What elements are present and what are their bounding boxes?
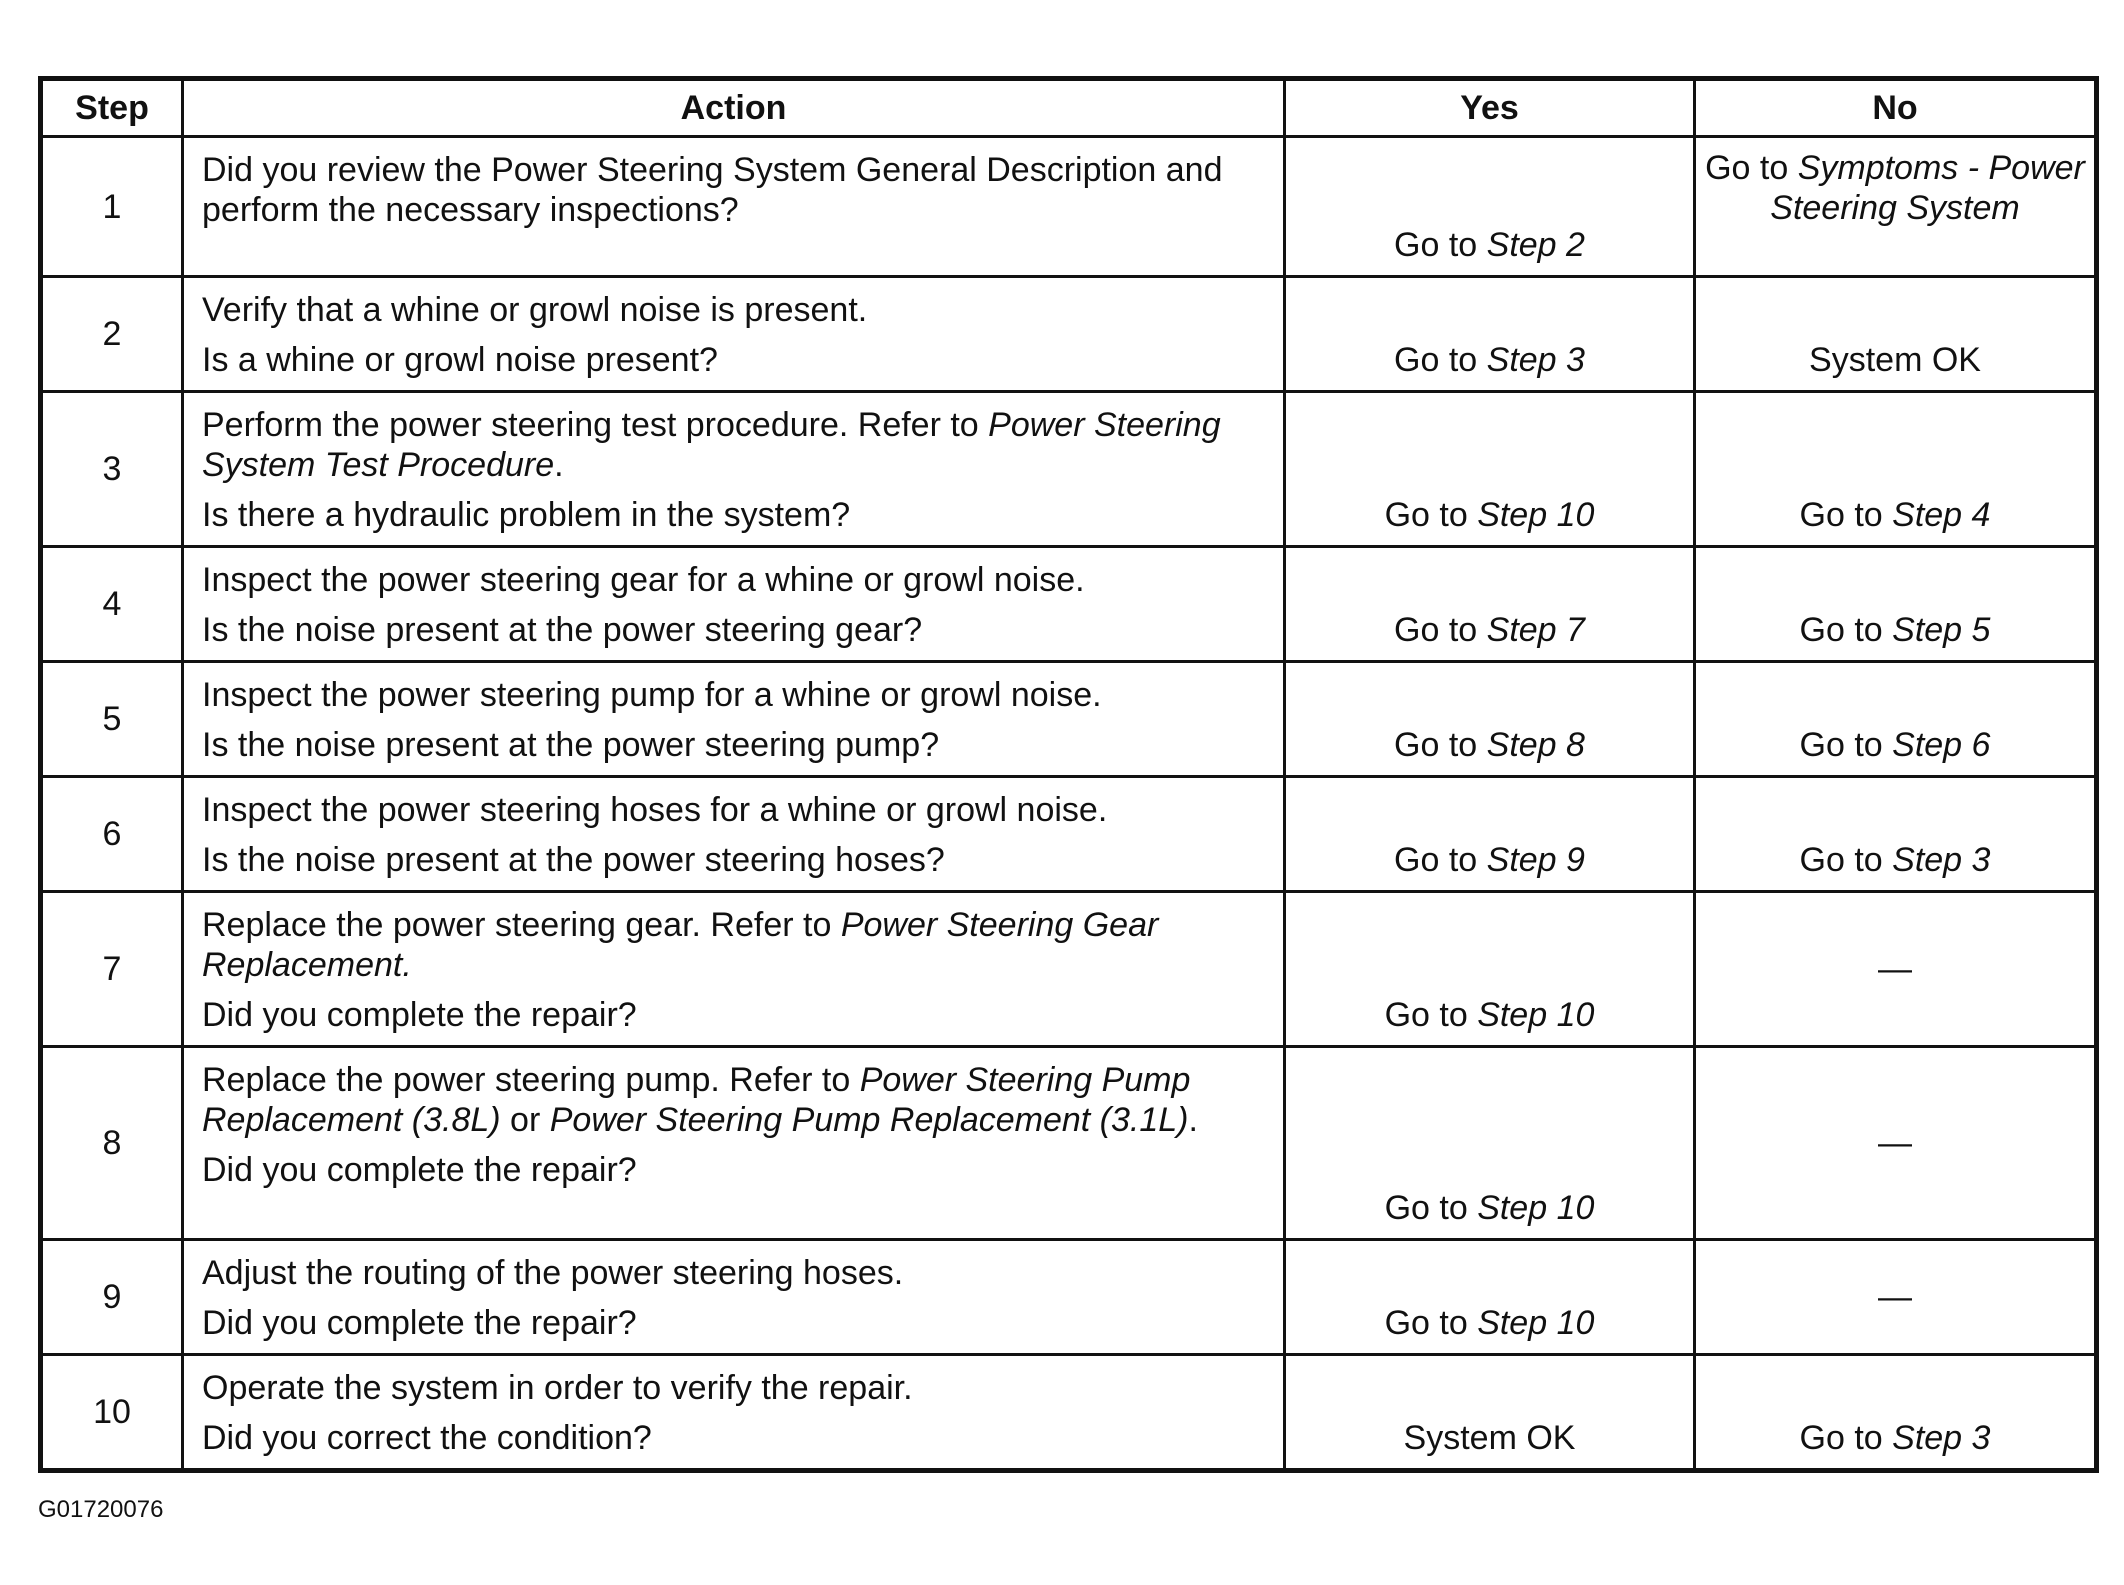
yes-prefix: Go to	[1394, 726, 1487, 764]
no-prefix: Go to	[1799, 1419, 1893, 1457]
action-statement	[202, 905, 1265, 985]
yes-cell	[1285, 892, 1695, 1047]
no-cell	[1695, 1047, 2097, 1240]
stmt-suffix: .	[1188, 1101, 1198, 1139]
header-row	[41, 79, 2097, 137]
action-cell	[183, 1240, 1285, 1355]
no-cell	[1695, 547, 2097, 662]
stmt-text: Perform the power steering test procedure. Refer to	[202, 406, 989, 444]
step-number: 4	[41, 547, 183, 662]
procedure-reference: Power Steering System Test Procedure	[202, 406, 1221, 484]
action-statement	[202, 1060, 1265, 1140]
action-statement: Inspect the power steering gear for a whine or growl noise.	[202, 561, 1085, 599]
action-statement: Did you review the Power Steering System General Description and perform the necessary inspections?	[202, 151, 1223, 229]
stmt-text: Replace the power steering pump. Refer to	[202, 1061, 860, 1099]
yes-prefix: Go to	[1384, 496, 1478, 534]
table-row	[41, 392, 2097, 547]
action-cell	[183, 137, 1285, 277]
action-cell	[183, 892, 1285, 1047]
action-question: Is there a hydraulic problem in the system?	[202, 496, 851, 534]
yes-cell	[1285, 277, 1695, 392]
procedure-reference: Power Steering Pump Replacement (3.8L)	[202, 1061, 1191, 1139]
table-row	[41, 1355, 2097, 1471]
yes-prefix: Go to	[1394, 341, 1487, 379]
diagnostic-table	[38, 76, 2099, 1473]
no-step-link: Step 3	[1892, 841, 1991, 879]
action-question: Is the noise present at the power steering pump?	[202, 726, 940, 764]
yes-cell	[1285, 392, 1695, 547]
yes-cell	[1285, 662, 1695, 777]
action-question: Did you complete the repair?	[202, 1304, 637, 1342]
step-number: 7	[41, 892, 183, 1047]
action-cell	[183, 547, 1285, 662]
yes-step-link: Step 10	[1477, 996, 1595, 1034]
no-cell	[1695, 892, 2097, 1047]
step-number: 1	[41, 137, 183, 277]
yes-step-link: Step 10	[1477, 496, 1595, 534]
header-yes: Yes	[1285, 79, 1695, 137]
no-step-link: Step 5	[1892, 611, 1991, 649]
stmt-text: Replace the power steering gear. Refer to	[202, 906, 841, 944]
no-dash: —	[1878, 1278, 1912, 1316]
action-statement: Adjust the routing of the power steering hoses.	[202, 1254, 904, 1292]
table-row	[41, 547, 2097, 662]
no-step-link: Step 4	[1892, 496, 1991, 534]
action-question: Is a whine or growl noise present?	[202, 341, 718, 379]
no-step-link: Step 3	[1892, 1419, 1991, 1457]
header-action: Action	[183, 79, 1285, 137]
yes-step-link: Step 9	[1486, 841, 1585, 879]
table-row	[41, 137, 2097, 277]
action-statement: Inspect the power steering pump for a whine or growl noise.	[202, 676, 1102, 714]
yes-prefix: Go to	[1394, 226, 1487, 264]
no-prefix: Go to	[1799, 611, 1893, 649]
stmt-suffix: .	[554, 446, 564, 484]
action-cell	[183, 277, 1285, 392]
action-question: Is the noise present at the power steering gear?	[202, 611, 923, 649]
no-prefix: Go to	[1705, 149, 1798, 187]
table-row	[41, 1240, 2097, 1355]
action-cell	[183, 1355, 1285, 1471]
yes-prefix: Go to	[1394, 611, 1487, 649]
action-statement	[202, 405, 1265, 485]
yes-cell	[1285, 1047, 1695, 1240]
step-number: 9	[41, 1240, 183, 1355]
action-cell	[183, 392, 1285, 547]
yes-step-link: Step 8	[1486, 726, 1585, 764]
yes-cell	[1285, 777, 1695, 892]
action-question: Did you complete the repair?	[202, 1151, 637, 1189]
action-statement: Verify that a whine or growl noise is present.	[202, 291, 868, 329]
no-cell	[1695, 1355, 2097, 1471]
no-prefix: Go to	[1799, 726, 1893, 764]
no-cell	[1695, 662, 2097, 777]
procedure-reference-alt: Power Steering Pump Replacement (3.1L)	[549, 1101, 1189, 1139]
action-statement: Inspect the power steering hoses for a whine or growl noise.	[202, 791, 1108, 829]
table-row	[41, 1047, 2097, 1240]
no-symptoms-link: Symptoms - Power Steering System	[1770, 149, 2085, 227]
yes-step-link: Step 10	[1477, 1304, 1595, 1342]
action-question: Is the noise present at the power steering hoses?	[202, 841, 945, 879]
yes-cell	[1285, 547, 1695, 662]
yes-prefix: Go to	[1384, 996, 1478, 1034]
yes-step-link: Step 2	[1486, 226, 1585, 264]
no-dash: —	[1878, 1124, 1912, 1162]
yes-prefix: Go to	[1384, 1189, 1478, 1227]
no-cell	[1695, 137, 2097, 277]
yes-cell	[1285, 137, 1695, 277]
yes-text: System OK	[1403, 1419, 1576, 1457]
yes-prefix: Go to	[1394, 841, 1487, 879]
step-number: 3	[41, 392, 183, 547]
action-cell	[183, 662, 1285, 777]
no-step-link: Step 6	[1892, 726, 1991, 764]
action-cell	[183, 1047, 1285, 1240]
stmt-mid: or	[500, 1101, 550, 1139]
action-statement: Operate the system in order to verify the repair.	[202, 1369, 913, 1407]
step-number: 8	[41, 1047, 183, 1240]
step-number: 2	[41, 277, 183, 392]
table-row	[41, 662, 2097, 777]
no-cell	[1695, 777, 2097, 892]
action-question: Did you complete the repair?	[202, 996, 637, 1034]
table-row	[41, 777, 2097, 892]
table-row	[41, 892, 2097, 1047]
no-cell	[1695, 392, 2097, 547]
yes-cell	[1285, 1355, 1695, 1471]
table-row	[41, 277, 2097, 392]
step-number: 6	[41, 777, 183, 892]
step-number: 5	[41, 662, 183, 777]
yes-cell	[1285, 1240, 1695, 1355]
header-step: Step	[41, 79, 183, 137]
yes-prefix: Go to	[1384, 1304, 1478, 1342]
procedure-reference: Power Steering Gear Replacement.	[202, 906, 1159, 984]
figure-id: G01720076	[38, 1496, 164, 1523]
action-question: Did you correct the condition?	[202, 1419, 652, 1457]
no-dash: —	[1878, 950, 1912, 988]
yes-step-link: Step 10	[1477, 1189, 1595, 1227]
no-text: System OK	[1809, 341, 1981, 379]
yes-step-link: Step 7	[1486, 611, 1585, 649]
no-prefix: Go to	[1799, 841, 1893, 879]
step-number: 10	[41, 1355, 183, 1471]
action-cell	[183, 777, 1285, 892]
yes-step-link: Step 3	[1486, 341, 1585, 379]
no-cell	[1695, 277, 2097, 392]
no-prefix: Go to	[1799, 496, 1893, 534]
header-no: No	[1695, 79, 2097, 137]
no-cell	[1695, 1240, 2097, 1355]
